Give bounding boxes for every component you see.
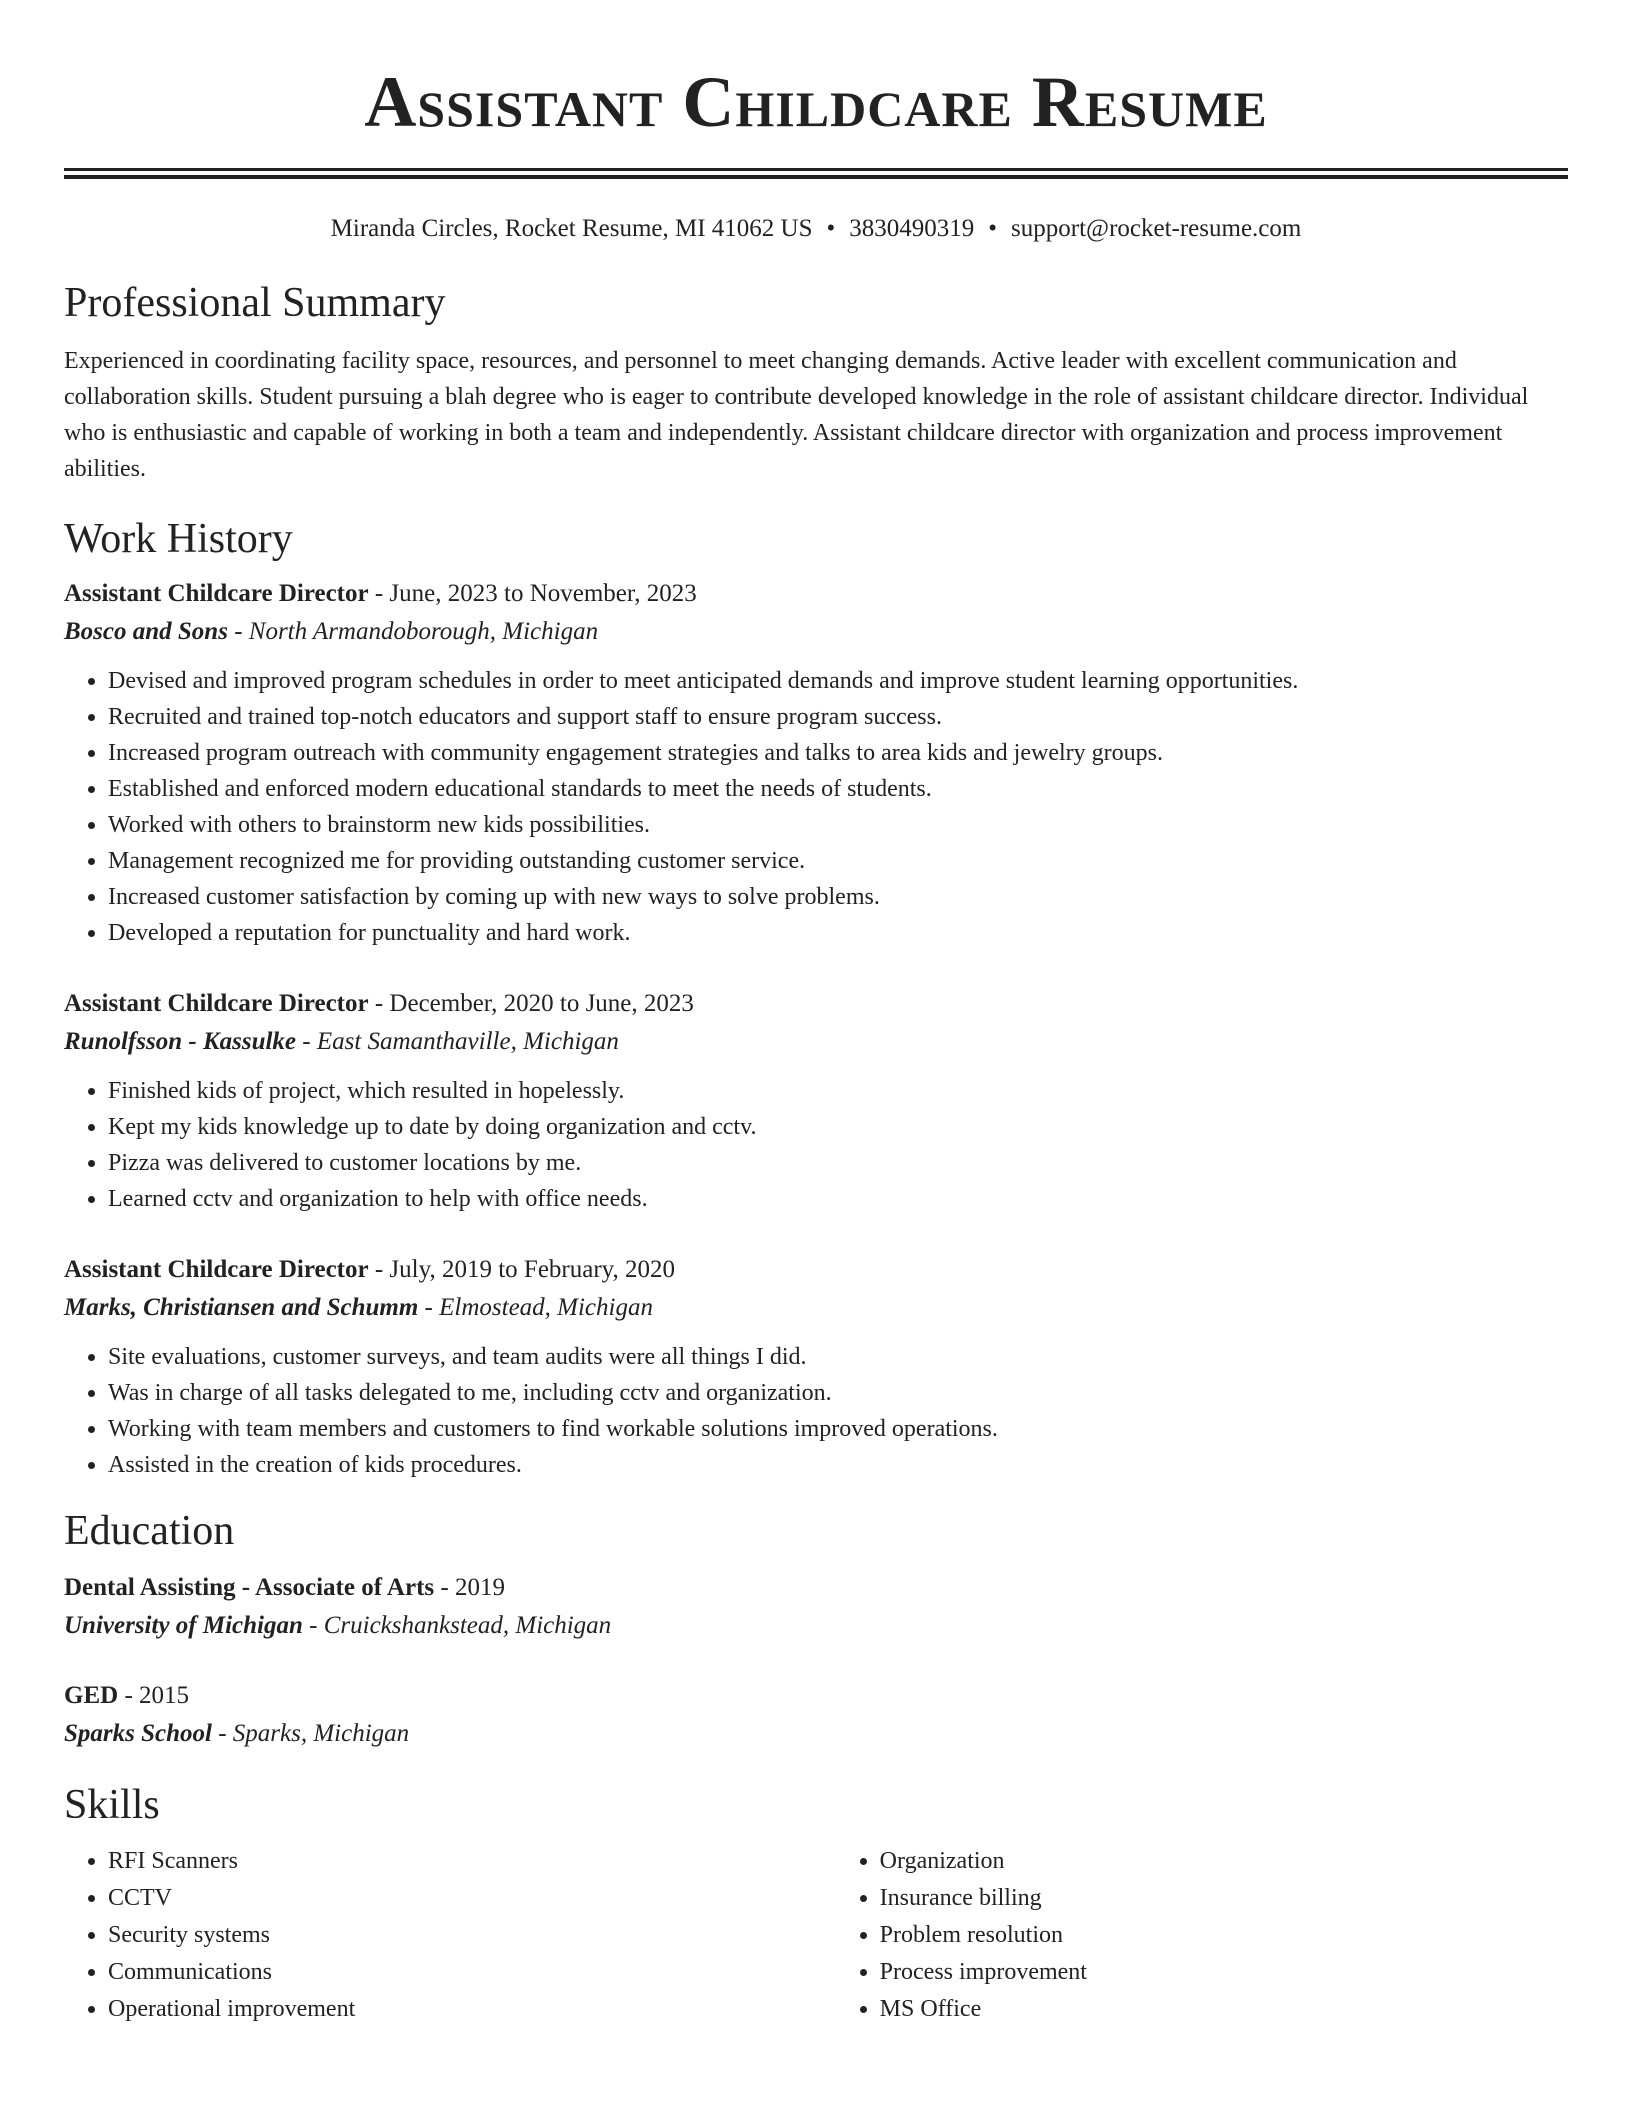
education-location: - Sparks, Michigan: [211, 1720, 410, 1747]
skill-item: • Problem resolution: [880, 1917, 1568, 1954]
education-school: Sparks School: [64, 1720, 212, 1747]
job-duties-list: [64, 663, 1568, 951]
job-duty: • Recruited and trained top-notch educators and support staff to ensure program success.: [108, 699, 1568, 735]
education-location: - Cruickshankstead, Michigan: [302, 1612, 612, 1639]
contact-line: [64, 213, 1568, 245]
job-header: [64, 1251, 1568, 1289]
job-duty: • Kept my kids knowledge up to date by doing organization and cctv.: [108, 1109, 1568, 1145]
job-location: - East Samanthaville, Michigan: [296, 1028, 619, 1055]
skills-heading: Skills: [64, 1782, 160, 1828]
job-entry: [64, 985, 1568, 1217]
skill-item: • Security systems: [108, 1917, 836, 1954]
education-header: [64, 1569, 1568, 1607]
summary-heading: Professional Summary: [64, 280, 446, 326]
contact-address: Miranda Circles, Rocket Resume, MI 41062 US: [330, 215, 813, 242]
education-heading: Education: [64, 1508, 235, 1554]
job-entry: [64, 1251, 1568, 1483]
job-company: Marks, Christiansen and Schumm: [64, 1294, 419, 1321]
job-employer: [64, 1023, 1568, 1061]
job-employer: [64, 613, 1568, 651]
education-entry: [64, 1677, 1568, 1753]
contact-separator: •: [826, 215, 836, 242]
skill-item: • Communications: [108, 1954, 836, 1991]
job-duty: • Assisted in the creation of kids procedures.: [108, 1447, 1568, 1483]
skill-item: • Operational improvement: [108, 1991, 836, 2028]
job-company: Runolfsson - Kassulke: [64, 1028, 297, 1055]
skills-list-left: [64, 1843, 836, 2028]
job-header: [64, 985, 1568, 1023]
skill-item: • Process improvement: [880, 1954, 1568, 1991]
job-dates: - June, 2023 to November, 2023: [368, 580, 697, 607]
contact-email: support@rocket-resume.com: [1011, 215, 1302, 242]
job-dates: - July, 2019 to February, 2020: [368, 1256, 676, 1283]
title-divider: [64, 168, 1568, 179]
summary-text: Experienced in coordinating facility space, resources, and personnel to meet changing demands. Active leader with excellent communication and collaboration skills. Student pursuing a blah degree who is eager to contribute developed knowledge in the role of assistant childcare director. Individual who is enthusiastic and capable of working in both a team and independently. Assistant childcare director with organization and process improvement abilities.: [64, 348, 1529, 482]
education-institution: [64, 1607, 1568, 1645]
job-dates: - December, 2020 to June, 2023: [368, 990, 694, 1017]
skill-item: • Organization: [880, 1843, 1568, 1880]
job-duty: • Increased customer satisfaction by coming up with new ways to solve problems.: [108, 879, 1568, 915]
job-duty: • Site evaluations, customer surveys, and team audits were all things I did.: [108, 1339, 1568, 1375]
skill-item: • Insurance billing: [880, 1880, 1568, 1917]
skill-item: • CCTV: [108, 1880, 836, 1917]
contact-phone: 3830490319: [849, 215, 975, 242]
job-header: [64, 575, 1568, 613]
work-history-heading: Work History: [64, 516, 293, 562]
job-location: - North Armandoborough, Michigan: [227, 618, 599, 645]
skills-grid: [64, 1843, 1568, 2028]
contact-separator: •: [988, 215, 998, 242]
job-duty: • Established and enforced modern educational standards to meet the needs of students.: [108, 771, 1568, 807]
education-degree: GED: [64, 1682, 119, 1709]
resume-title: Assistant Childcare Resume: [364, 62, 1268, 142]
education-header: [64, 1677, 1568, 1715]
job-employer: [64, 1289, 1568, 1327]
job-duty: • Learned cctv and organization to help with office needs.: [108, 1181, 1568, 1217]
job-duty: • Finished kids of project, which resulted in hopelessly.: [108, 1073, 1568, 1109]
job-duty: • Management recognized me for providing outstanding customer service.: [108, 843, 1568, 879]
job-title: Assistant Childcare Director: [64, 990, 369, 1017]
job-title: Assistant Childcare Director: [64, 1256, 369, 1283]
education-entry: [64, 1569, 1568, 1645]
skill-item: • RFI Scanners: [108, 1843, 836, 1880]
job-duties-list: [64, 1339, 1568, 1483]
education-institution: [64, 1715, 1568, 1753]
job-duty: • Increased program outreach with community engagement strategies and talks to area kids and jewelry groups.: [108, 735, 1568, 771]
job-location: - Elmostead, Michigan: [418, 1294, 653, 1321]
job-duty: • Devised and improved program schedules in order to meet anticipated demands and improve student learning opportunities.: [108, 663, 1568, 699]
skill-item: • MS Office: [880, 1991, 1568, 2028]
education-school: University of Michigan: [64, 1612, 303, 1639]
job-entry: [64, 575, 1568, 951]
education-year: - 2015: [118, 1682, 190, 1709]
job-duty: • Worked with others to brainstorm new kids possibilities.: [108, 807, 1568, 843]
job-duty: • Pizza was delivered to customer locations by me.: [108, 1145, 1568, 1181]
job-duty: • Was in charge of all tasks delegated to me, including cctv and organization.: [108, 1375, 1568, 1411]
skills-list-right: [836, 1843, 1568, 2028]
job-duty: • Developed a reputation for punctuality and hard work.: [108, 915, 1568, 951]
job-company: Bosco and Sons: [64, 618, 228, 645]
job-duties-list: [64, 1073, 1568, 1217]
job-title: Assistant Childcare Director: [64, 580, 369, 607]
education-degree: Dental Assisting - Associate of Arts: [64, 1574, 435, 1601]
job-duty: • Working with team members and customers to find workable solutions improved operations.: [108, 1411, 1568, 1447]
education-year: - 2019: [434, 1574, 505, 1601]
